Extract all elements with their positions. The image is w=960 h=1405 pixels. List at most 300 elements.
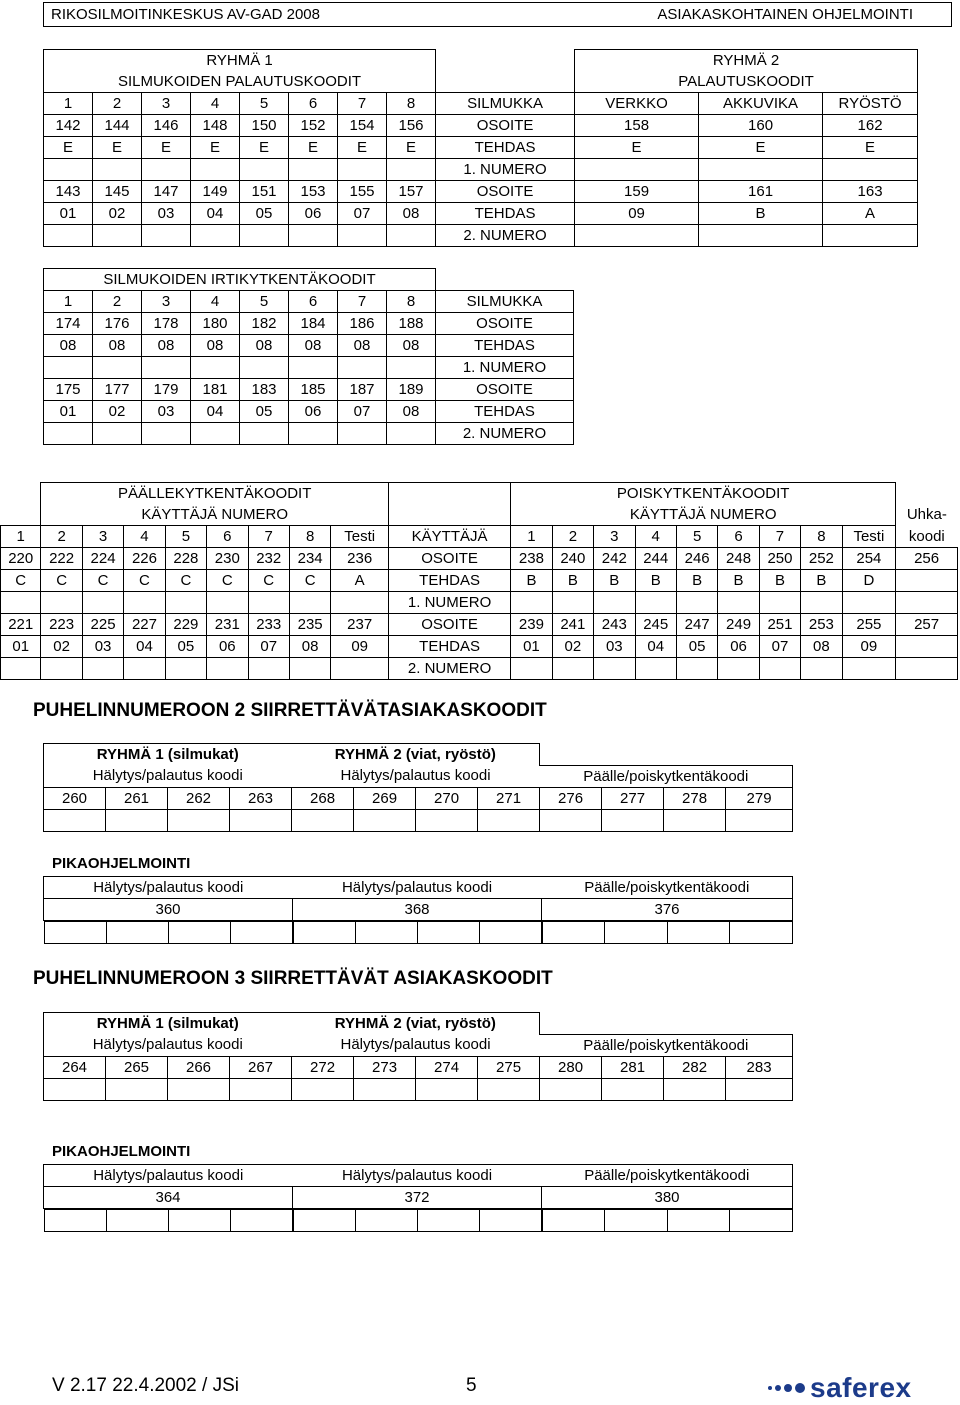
table-cell [338, 225, 387, 247]
table-cell: 2. NUMERO [388, 658, 510, 680]
code-value: 274 [416, 1056, 478, 1078]
empty-cell [168, 1210, 230, 1232]
table-cell [93, 357, 142, 379]
table-cell [240, 225, 289, 247]
empty-cell [730, 1210, 793, 1232]
table-row [44, 313, 574, 335]
table-cell: 222 [41, 548, 82, 570]
empty-cell [605, 1210, 668, 1232]
quick1-value: 368 [293, 899, 542, 921]
table-row [1, 592, 958, 614]
table-row [44, 93, 918, 115]
table-cell [575, 159, 699, 181]
table-cell [594, 658, 635, 680]
table-row [1, 658, 958, 680]
table-cell: 08 [93, 335, 142, 357]
table-cell: 233 [248, 614, 289, 636]
table-cell: E [93, 137, 142, 159]
arm-disarm-codes-table [0, 482, 958, 680]
quick2-value: 372 [293, 1187, 542, 1209]
empty-cell [479, 922, 541, 944]
table-cell: SILMUKKA [436, 93, 575, 115]
table-cell [331, 592, 389, 614]
disarm-subtitle: KÄYTTÄJÄ NUMERO [511, 504, 896, 526]
phone3-group1: RYHMÄ 1 (silmukat) [44, 1013, 292, 1035]
table-cell [240, 423, 289, 445]
table-row [44, 115, 918, 137]
table-cell: 5 [165, 526, 206, 548]
table-cell: 09 [575, 203, 699, 225]
code-value: 276 [540, 787, 602, 809]
table-cell: E [240, 137, 289, 159]
table-cell [289, 658, 330, 680]
quick2-header-3: Päälle/poiskytkentäkoodi [542, 1165, 793, 1187]
phone2-header-2: Hälytys/palautus koodi [292, 765, 540, 787]
table-cell [191, 357, 240, 379]
table-cell: RYÖSTÖ [823, 93, 918, 115]
quick2-header-2: Hälytys/palautus koodi [293, 1165, 542, 1187]
table-cell: 153 [289, 181, 338, 203]
table-cell: 7 [759, 526, 800, 548]
table-cell: 161 [699, 181, 823, 203]
code-value: 282 [664, 1056, 726, 1078]
empty-cell [230, 1210, 292, 1232]
table-cell [124, 592, 165, 614]
table-cell [93, 423, 142, 445]
table-cell: 182 [240, 313, 289, 335]
empty-cell [168, 922, 230, 944]
table-cell: 252 [801, 548, 842, 570]
table-cell: 176 [93, 313, 142, 335]
bypass-title: SILMUKOIDEN IRTIKYTKENTÄKOODIT [44, 269, 436, 291]
table-cell: B [594, 570, 635, 592]
table-cell: B [699, 203, 823, 225]
table-cell: C [1, 570, 41, 592]
table-cell: 05 [165, 636, 206, 658]
empty-cell [730, 922, 793, 944]
page-number: 5 [466, 1375, 477, 1396]
table-cell: 05 [240, 401, 289, 423]
phone3-heading: PUHELINNUMEROON 3 SIIRRETTÄVÄT ASIAKASKOODIT [33, 968, 553, 989]
table-cell: 09 [842, 636, 896, 658]
table-cell: 175 [44, 379, 93, 401]
empty-cell [168, 1078, 230, 1100]
table-cell: 143 [44, 181, 93, 203]
empty-cell [44, 809, 106, 831]
table-cell: 04 [635, 636, 676, 658]
table-cell: 03 [142, 203, 191, 225]
table-cell: 232 [248, 548, 289, 570]
table-cell: 158 [575, 115, 699, 137]
table-cell: 227 [124, 614, 165, 636]
table-cell: TEHDAS [436, 335, 574, 357]
table-cell: 6 [289, 93, 338, 115]
empty-cell [292, 1078, 354, 1100]
empty-cell [726, 809, 793, 831]
table-cell: OSOITE [388, 548, 510, 570]
table-cell: E [191, 137, 240, 159]
table-cell: 03 [142, 401, 191, 423]
table-cell: B [635, 570, 676, 592]
table-cell: E [289, 137, 338, 159]
table-cell: SILMUKKA [436, 291, 574, 313]
table-cell: 256 [896, 548, 958, 570]
table-cell: 2 [93, 93, 142, 115]
code-value: 278 [664, 787, 726, 809]
quick-programming-table-2 [43, 1164, 793, 1232]
table-cell [289, 592, 330, 614]
table-cell: 1. NUMERO [388, 592, 510, 614]
empty-group [542, 1209, 793, 1233]
table-cell: 7 [248, 526, 289, 548]
empty-cell [354, 809, 416, 831]
table-cell: C [82, 570, 123, 592]
group2-title: RYHMÄ 2 [575, 50, 918, 72]
table-cell: E [575, 137, 699, 159]
table-cell: D [842, 570, 896, 592]
table-cell: 01 [44, 401, 93, 423]
table-cell: 239 [511, 614, 552, 636]
table-cell: 4 [191, 93, 240, 115]
table-cell: 187 [338, 379, 387, 401]
table-cell: 240 [552, 548, 593, 570]
table-cell: A [331, 570, 389, 592]
quick-programming-title-1: PIKAOHJELMOINTI [52, 855, 191, 872]
table-cell: 254 [842, 548, 896, 570]
table-cell [240, 159, 289, 181]
empty-cell [44, 1210, 106, 1232]
table-cell [896, 592, 958, 614]
table-cell: 249 [718, 614, 759, 636]
table-cell: E [699, 137, 823, 159]
empty-cell [355, 922, 417, 944]
group1-subtitle: SILMUKOIDEN PALAUTUSKOODIT [44, 71, 436, 93]
table-cell: 7 [338, 93, 387, 115]
table-cell: 247 [676, 614, 717, 636]
empty-cell [542, 922, 605, 944]
table-cell: 241 [552, 614, 593, 636]
table-cell [338, 423, 387, 445]
table-cell: 250 [759, 548, 800, 570]
empty-cell [293, 1210, 355, 1232]
code-value: 269 [354, 787, 416, 809]
table-cell: 8 [801, 526, 842, 548]
table-cell: 8 [387, 93, 436, 115]
table-cell: 236 [331, 548, 389, 570]
table-cell: 2. NUMERO [436, 225, 575, 247]
table-cell: OSOITE [436, 181, 575, 203]
table-cell: 05 [240, 203, 289, 225]
empty-cell [479, 1210, 541, 1232]
table-cell: 3 [594, 526, 635, 548]
code-value: 275 [478, 1056, 540, 1078]
table-cell: 238 [511, 548, 552, 570]
table-cell [44, 225, 93, 247]
table-cell: C [289, 570, 330, 592]
table-cell: OSOITE [436, 115, 575, 137]
table-cell: 07 [338, 203, 387, 225]
table-cell: 228 [165, 548, 206, 570]
table-cell: 04 [124, 636, 165, 658]
table-row [44, 181, 918, 203]
quick-programming-table-1 [43, 876, 793, 944]
table-cell [896, 570, 958, 592]
table-cell: 149 [191, 181, 240, 203]
phone3-header-2: Hälytys/palautus koodi [292, 1034, 540, 1056]
table-cell [44, 159, 93, 181]
table-cell: 5 [676, 526, 717, 548]
table-cell: 162 [823, 115, 918, 137]
code-value: 265 [106, 1056, 168, 1078]
table-cell: 09 [331, 636, 389, 658]
table-cell: 03 [594, 636, 635, 658]
table-cell: 1 [1, 526, 41, 548]
empty-group [293, 921, 542, 945]
table-cell: 3 [82, 526, 123, 548]
table-cell [676, 592, 717, 614]
table-cell [718, 592, 759, 614]
table-cell: Testi [842, 526, 896, 548]
table-cell: 04 [191, 401, 240, 423]
group1-title: RYHMÄ 1 [44, 50, 436, 72]
table-cell: 08 [387, 401, 436, 423]
table-cell: 1. NUMERO [436, 357, 574, 379]
table-cell: 147 [142, 181, 191, 203]
table-cell: 185 [289, 379, 338, 401]
code-value: 271 [478, 787, 540, 809]
table-cell: B [676, 570, 717, 592]
code-value: 263 [230, 787, 292, 809]
table-cell [82, 658, 123, 680]
table-row [44, 335, 574, 357]
table-cell: 02 [93, 203, 142, 225]
table-row [1, 614, 958, 636]
table-cell [41, 658, 82, 680]
table-cell [142, 357, 191, 379]
threat-code-label-2: koodi [896, 526, 958, 548]
table-cell: E [823, 137, 918, 159]
header-right-title: ASIAKASKOHTAINEN OHJELMOINTI [657, 6, 913, 23]
table-cell: 154 [338, 115, 387, 137]
return-codes-table [43, 49, 918, 247]
table-cell: TEHDAS [436, 203, 575, 225]
empty-cell [416, 809, 478, 831]
table-cell: 163 [823, 181, 918, 203]
empty-cell [292, 809, 354, 831]
table-row [44, 423, 574, 445]
table-cell [594, 592, 635, 614]
table-cell: 5 [240, 93, 289, 115]
phone2-heading: PUHELINNUMEROON 2 SIIRRETTÄVÄTASIAKASKOODIT [33, 700, 547, 721]
empty-cell [602, 1078, 664, 1100]
table-cell: KÄYTTÄJÄ [388, 526, 510, 548]
table-cell [1, 592, 41, 614]
table-cell [759, 592, 800, 614]
code-value: 281 [602, 1056, 664, 1078]
empty-cell [106, 1078, 168, 1100]
code-value: 260 [44, 787, 106, 809]
table-row [1, 636, 958, 658]
table-cell: 181 [191, 379, 240, 401]
table-cell [142, 159, 191, 181]
table-cell: 01 [1, 636, 41, 658]
empty-cell [664, 809, 726, 831]
table-cell: 3 [142, 93, 191, 115]
phone2-group2: RYHMÄ 2 (viat, ryöstö) [292, 744, 540, 766]
empty-group [44, 1209, 293, 1233]
table-cell: 6 [718, 526, 759, 548]
code-value: 277 [602, 787, 664, 809]
table-cell [165, 592, 206, 614]
table-cell: Testi [331, 526, 389, 548]
table-row [1, 570, 958, 592]
table-cell: 253 [801, 614, 842, 636]
threat-code-label-1: Uhka- [906, 506, 947, 524]
table-cell: 07 [759, 636, 800, 658]
table-cell [1, 658, 41, 680]
table-cell: 157 [387, 181, 436, 203]
table-cell: 155 [338, 181, 387, 203]
table-cell [511, 658, 552, 680]
table-cell [207, 592, 248, 614]
table-cell [842, 592, 896, 614]
empty-cell [542, 1210, 605, 1232]
table-cell: OSOITE [436, 379, 574, 401]
empty-cell [44, 922, 106, 944]
table-cell [41, 592, 82, 614]
table-cell: 08 [240, 335, 289, 357]
table-cell: 7 [338, 291, 387, 313]
empty-cell [478, 1078, 540, 1100]
table-cell: C [41, 570, 82, 592]
empty-cell [602, 809, 664, 831]
empty-cell [605, 922, 668, 944]
table-cell: 02 [93, 401, 142, 423]
empty-cell [106, 809, 168, 831]
table-cell [676, 658, 717, 680]
table-cell: 257 [896, 614, 958, 636]
table-cell: 1. NUMERO [436, 159, 575, 181]
table-cell: E [142, 137, 191, 159]
table-cell: 2 [93, 291, 142, 313]
code-value: 279 [726, 787, 793, 809]
table-cell: 220 [1, 548, 41, 570]
table-cell: 248 [718, 548, 759, 570]
empty-cell [355, 1210, 417, 1232]
table-cell: 242 [594, 548, 635, 570]
code-value: 273 [354, 1056, 416, 1078]
table-cell: 08 [289, 335, 338, 357]
table-cell: B [759, 570, 800, 592]
empty-cell [230, 1078, 292, 1100]
table-cell: 229 [165, 614, 206, 636]
table-cell [191, 225, 240, 247]
quick1-header-2: Hälytys/palautus koodi [293, 877, 542, 899]
table-cell: 150 [240, 115, 289, 137]
table-cell: 4 [124, 526, 165, 548]
table-cell: 221 [1, 614, 41, 636]
table-cell: 01 [511, 636, 552, 658]
table-cell: 151 [240, 181, 289, 203]
table-cell: 01 [44, 203, 93, 225]
table-cell [552, 658, 593, 680]
table-cell [82, 592, 123, 614]
table-cell [93, 159, 142, 181]
empty-cell [416, 1078, 478, 1100]
code-value: 272 [292, 1056, 354, 1078]
quick1-value: 360 [44, 899, 293, 921]
table-cell: 231 [207, 614, 248, 636]
table-cell: 188 [387, 313, 436, 335]
table-cell: B [801, 570, 842, 592]
table-cell [635, 592, 676, 614]
phone2-group1: RYHMÄ 1 (silmukat) [44, 744, 292, 766]
empty-cell [417, 922, 479, 944]
table-cell: A [823, 203, 918, 225]
table-cell [387, 423, 436, 445]
table-row [44, 225, 918, 247]
table-cell: 244 [635, 548, 676, 570]
table-cell [142, 423, 191, 445]
table-cell: 5 [240, 291, 289, 313]
table-cell [896, 636, 958, 658]
table-cell [240, 357, 289, 379]
table-cell: 4 [191, 291, 240, 313]
table-cell: 159 [575, 181, 699, 203]
disarm-title: POISKYTKENTÄKOODIT [511, 483, 896, 505]
group2-subtitle: PALAUTUSKOODIT [575, 71, 918, 93]
table-cell [165, 658, 206, 680]
table-cell: 223 [41, 614, 82, 636]
quick1-value: 376 [542, 899, 793, 921]
empty-cell [478, 809, 540, 831]
table-row [1, 548, 958, 570]
table-cell: 146 [142, 115, 191, 137]
empty-cell [168, 809, 230, 831]
table-cell: 156 [387, 115, 436, 137]
table-cell: TEHDAS [388, 570, 510, 592]
table-cell [207, 658, 248, 680]
table-cell: 2 [41, 526, 82, 548]
table-cell [896, 658, 958, 680]
table-cell: 226 [124, 548, 165, 570]
table-cell: 06 [289, 203, 338, 225]
table-cell [331, 658, 389, 680]
table-cell: AKKUVIKA [699, 93, 823, 115]
code-value: 266 [168, 1056, 230, 1078]
table-row [44, 357, 574, 379]
table-cell: 184 [289, 313, 338, 335]
empty-group [293, 1209, 542, 1233]
table-cell [387, 357, 436, 379]
table-cell: 08 [801, 636, 842, 658]
quick-programming-title-2: PIKAOHJELMOINTI [52, 1143, 191, 1160]
table-cell: 160 [699, 115, 823, 137]
table-cell [552, 592, 593, 614]
table-cell: 174 [44, 313, 93, 335]
table-row [44, 159, 918, 181]
arm-title: PÄÄLLEKYTKENTÄKOODIT [41, 483, 389, 505]
table-cell: E [387, 137, 436, 159]
table-cell: 08 [338, 335, 387, 357]
table-cell: OSOITE [436, 313, 574, 335]
logo-dots-icon [768, 1383, 805, 1393]
quick1-header-3: Päälle/poiskytkentäkoodi [542, 877, 793, 899]
table-cell [142, 225, 191, 247]
table-cell: B [552, 570, 593, 592]
table-cell [699, 225, 823, 247]
table-cell: E [44, 137, 93, 159]
